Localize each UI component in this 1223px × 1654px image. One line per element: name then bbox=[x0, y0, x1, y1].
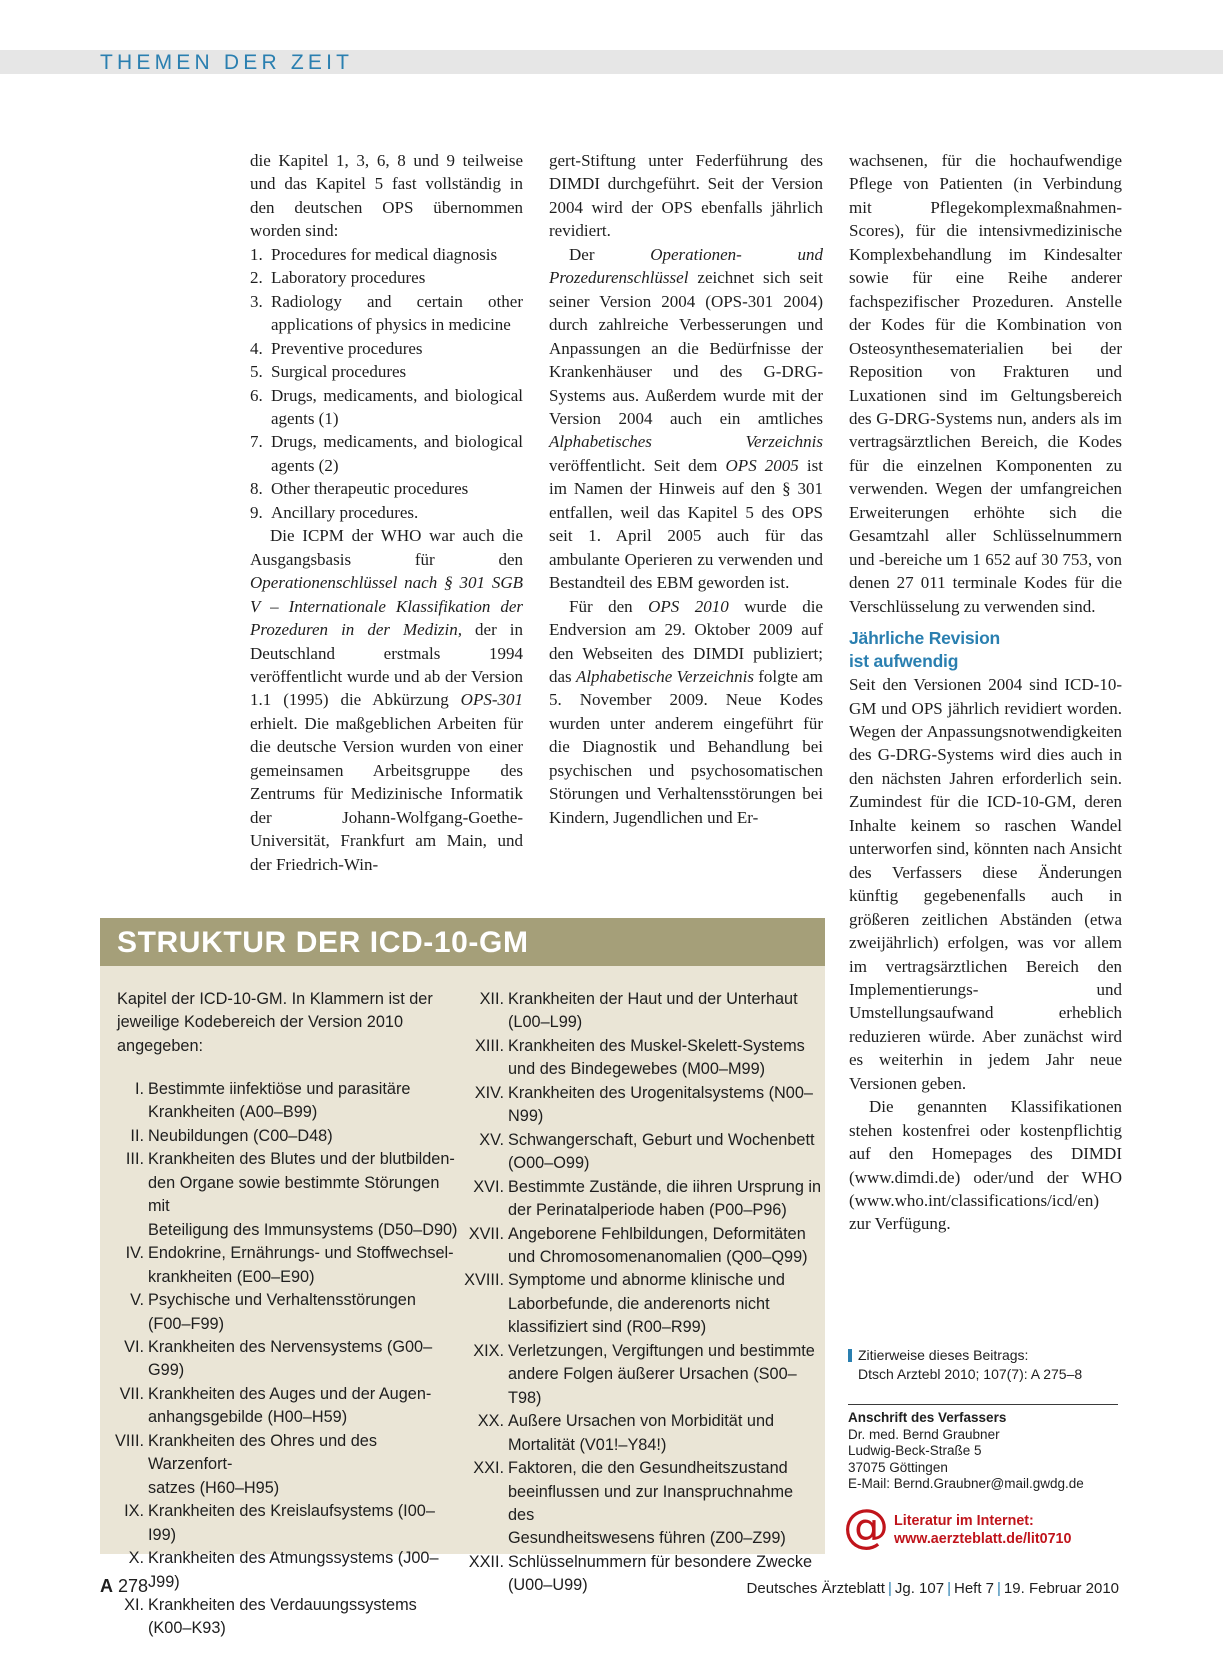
author-address bbox=[848, 1410, 1118, 1493]
chapter-number: XIII. bbox=[475, 1036, 504, 1055]
address-street: Ludwig-Beck-Straße 5 bbox=[848, 1443, 982, 1459]
citation-reference: Dtsch Arztebl 2010; 107(7): A 275–8 bbox=[858, 1365, 1083, 1382]
chapter-item bbox=[462, 1340, 822, 1410]
author-email[interactable]: E-Mail: Bernd.Graubner@mail.gwdg.de bbox=[848, 1476, 1084, 1492]
chapter-title: Schwangerschaft, Geburt und Wochenbett (O00–O99) bbox=[508, 1130, 815, 1173]
literature-link[interactable] bbox=[843, 1499, 1126, 1553]
chapter-title: Angeborene Fehlbildungen, Deformitäten und Chromosomenanomalien (Q00–Q99) bbox=[508, 1224, 808, 1266]
text-column-1 bbox=[250, 149, 523, 876]
chapter-number: V. bbox=[130, 1291, 144, 1310]
chapter-title: Faktoren, die den Gesundheitszustand beeinflussen und zur Inanspruchnahme des Gesundheitswesens führen (Z00–Z99) bbox=[508, 1459, 794, 1548]
paragraph: Seit den Versionen 2004 sind ICD-10-GM und OPS jährlich revidiert worden. Wegen der Anpassungsnotwendigkeiten des G-DRG-Systems wird dies auch in den nächsten Jahren erforderlich sein. Zumindest für die ICD-10-GM, deren Inhalte keinem so raschen Wandel unterworfen sind, könnten nach Ansicht des Verfassers diese Änderungen künftig gegebenenfalls auch in größeren zeitlichen Abständen (etwa zweijährlich) erfolgen, was vor allem im vertragsärztlichen Bereich den Implementierungs- und Umstellungsaufwand erheblich reduzieren würde. Aber zunächst wird es weiterhin in jedem Jahr neue Versionen geben. bbox=[849, 675, 1122, 1093]
chapter-title: Schlüsselnummern für besondere Zwecke (U00–U99) bbox=[508, 1552, 813, 1595]
chapter-number: II. bbox=[130, 1126, 144, 1145]
chapter-item bbox=[100, 1336, 460, 1383]
subheading: Jährliche Revision ist aufwendig bbox=[849, 628, 1001, 672]
chapter-item bbox=[100, 1078, 460, 1125]
list-item: 5. Surgical procedures bbox=[250, 362, 407, 382]
chapter-list-left bbox=[100, 1078, 460, 1641]
chapter-number: XX. bbox=[477, 1412, 504, 1431]
divider bbox=[848, 1404, 1118, 1405]
chapter-title: Krankheiten des Urogenitalsystems (N00–N99) bbox=[508, 1083, 813, 1126]
info-box-title: STRUKTUR DER ICD-10-GM bbox=[117, 926, 529, 959]
chapter-title: Krankheiten des Blutes und der blutbilden- den Organe sowie bestimmte Störungen mit Beteiligung des Immunsystems (D50–D90) bbox=[148, 1150, 458, 1239]
chapter-number: XIX. bbox=[473, 1341, 504, 1360]
citation-label: Zitierweise dieses Beitrags: bbox=[858, 1347, 1029, 1363]
chapter-item bbox=[462, 1129, 822, 1176]
chapter-title: Krankheiten des Nervensystems (G00–G99) bbox=[148, 1337, 433, 1380]
chapter-number: XVIII. bbox=[464, 1271, 504, 1290]
list-item: 8. Other therapeutic procedures bbox=[250, 479, 469, 499]
chapter-number: XII. bbox=[479, 990, 504, 1008]
chapter-item bbox=[462, 1269, 822, 1339]
journal-date: 19. Februar 2010 bbox=[1003, 1580, 1119, 1597]
chapter-number: VIII. bbox=[115, 1431, 144, 1450]
paragraph: Die genannten Klassifikationen stehen kostenfrei oder kostenpflichtig auf den Homepages des DIMDI (www.dimdi.de) oder/und der WHO (www.who.int/classifications/icd/en) zur Verfügung. bbox=[849, 1097, 1122, 1234]
paragraph: Die ICPM der WHO war auch die Ausgangsbasis für den Operationenschlüssel nach § 301 SGB V – Internationale Klassifikation der Prozeduren in der Medizin, der in Deutschland erstmals 1994 veröffentlicht wurde und ab der Version 1.1 (1995) die Abkürzung OPS-301 erhielt. Die maßgeblichen Arbeiten für die deutsche Version wurden von einer gemeinsamen Arbeitsgruppe des Zentrums für Medizinische Informatik der Johann-Wolfgang-Goethe-Universität, Frankfurt am Main, und der Friedrich-Win- bbox=[250, 526, 523, 874]
journal-footer: Deutsches Ärzteblatt | Jg. 107 | Heft 7 | 19. Februar 2010 bbox=[746, 1580, 1119, 1597]
journal-name: Deutsches Ärzteblatt bbox=[746, 1580, 885, 1597]
chapter-number: VI. bbox=[124, 1337, 144, 1356]
info-box-intro: Kapitel der ICD-10-GM. In Klammern ist der jeweilige Kodebereich der Version 2010 angegeben: bbox=[117, 990, 433, 1055]
chapter-title: Bestimmte iinfektiöse und parasitäre Krankheiten (A00–B99) bbox=[148, 1080, 411, 1122]
chapter-number: XI. bbox=[124, 1595, 144, 1614]
paragraph: die Kapitel 1, 3, 6, 8 und 9 teilweise und das Kapitel 5 fast vollständig in den deutschen OPS übernommen worden sind: bbox=[250, 151, 523, 241]
chapter-item bbox=[100, 1430, 460, 1500]
chapter-title: Krankheiten des Kreislaufsystems (I00–I99) bbox=[148, 1502, 435, 1544]
chapter-list-right bbox=[462, 988, 822, 1598]
section-label: THEMEN DER ZEIT bbox=[100, 51, 354, 74]
chapter-title: Bestimmte Zustände, die iihren Ursprung in der Perinatalperiode haben (P00–P96) bbox=[508, 1177, 822, 1220]
chapter-title: Verletzungen, Vergiftungen und bestimmte andere Folgen äußerer Ursachen (S00–T98) bbox=[508, 1341, 815, 1407]
list-item: 7. Drugs, medicaments, and biological agents (2) bbox=[250, 432, 523, 475]
chapter-item bbox=[462, 988, 822, 1035]
chapter-title: Krankheiten des Auges und der Augen- anhangsgebilde (H00–H59) bbox=[148, 1384, 432, 1427]
chapter-title: Außere Ursachen von Morbidität und Mortalität (V01!–Y84!) bbox=[508, 1412, 775, 1454]
chapter-number: XXI. bbox=[473, 1459, 504, 1478]
svg-text:@: @ bbox=[843, 1499, 889, 1553]
at-sign-icon bbox=[843, 1499, 889, 1553]
chapter-number: XV. bbox=[479, 1130, 504, 1149]
chapter-number: X. bbox=[128, 1549, 144, 1568]
chapter-item bbox=[462, 1223, 822, 1270]
info-box-header bbox=[100, 918, 825, 966]
chapter-item bbox=[462, 1410, 822, 1457]
chapter-item bbox=[462, 1035, 822, 1082]
chapter-number: I. bbox=[134, 1080, 144, 1098]
chapter-number: XVII. bbox=[468, 1224, 504, 1243]
chapter-title: Krankheiten des Verdauungssystems (K00–K93) bbox=[148, 1595, 417, 1638]
chapter-title: Endokrine, Ernährungs- und Stoffwechsel- krankheiten (E00–E90) bbox=[148, 1244, 454, 1286]
list-item: 6. Drugs, medicaments, and biological agents (1) bbox=[250, 385, 523, 428]
chapter-title: Krankheiten des Muskel-Skelett-Systems und des Bindegewebes (M00–M99) bbox=[508, 1036, 805, 1079]
chapter-title: Psychische und Verhaltensstörungen (F00–F99) bbox=[148, 1291, 416, 1333]
address-city: 37075 Göttingen bbox=[848, 1459, 948, 1475]
chapter-item bbox=[462, 1457, 822, 1551]
chapter-number: XVI. bbox=[473, 1177, 504, 1196]
chapter-number: III. bbox=[125, 1150, 144, 1169]
chapter-number: IX. bbox=[124, 1502, 144, 1521]
paragraph: wachsenen, für die hochaufwendige Pflege von Patienten (in Verbindung mit Pflegekomplexmaßnahmen-Scores), für die intensivmedizinische Komplexbehandlung im Kindesalter sowie für eine Reihe anderer fachspezifischer Prozeduren. Anstelle der Kodes für die Kombination von Osteosynthesematerialien bei der Reposition von Frakturen und Luxationen sind im Geltungsbereich des G-DRG-Systems nun, anders als im vertragsärztlichen Bereich, die Kodes für die einzelnen Komponenten zu verwenden. Wegen der umfangreichen Erweiterungen erhöhte sich die Gesamtzahl aller Schlüsselnummern und -bereiche um 1 652 auf 30 753, von denen 27 011 terminale Kodes für die Verschlüsselung zu verwenden sind. bbox=[849, 151, 1122, 616]
chapter-item bbox=[100, 1547, 460, 1594]
text-column-2 bbox=[549, 149, 823, 829]
citation-marker bbox=[848, 1349, 852, 1362]
list-item: 4. Preventive procedures bbox=[250, 338, 423, 358]
chapter-title: Krankheiten des Atmungssystems (J00–J99) bbox=[148, 1549, 439, 1591]
chapter-item bbox=[100, 1242, 460, 1289]
citation bbox=[848, 1346, 1118, 1383]
chapter-item bbox=[100, 1125, 460, 1148]
chapter-item bbox=[462, 1082, 822, 1129]
chapter-title: Krankheiten des Ohres und des Warzenfort- satzes (H60–H95) bbox=[148, 1431, 377, 1497]
list-item: 2. Laboratory procedures bbox=[250, 268, 426, 288]
author-name: Dr. med. Bernd Graubner bbox=[848, 1426, 1000, 1442]
paragraph: Der Operationen- und Prozedurenschlüssel zeichnet sich seit seiner Version 2004 (OPS-301 2004) durch zahlreiche Verbesserungen und Anpassungen an die Bedürfnisse der Krankenhäuser und des G-DRG-Systems aus. Außerdem wurde mit der Version 2004 auch ein amtliches Alphabetisches Verzeichnis veröffentlicht. Seit dem OPS 2005 ist im Namen der Hinweis auf den § 301 entfallen, weil das Kapitel 5 des OPS seit 1. April 2005 auch für das ambulante Operieren zu verwenden und Bestandteil des EBM geworden ist. bbox=[549, 244, 824, 593]
chapter-item bbox=[462, 1176, 822, 1223]
chapter-item bbox=[100, 1148, 460, 1242]
chapter-title: Neubildungen (C00–D48) bbox=[148, 1126, 333, 1145]
list-item: 9. Ancillary procedures. bbox=[250, 502, 419, 522]
literature-url[interactable]: www.aerzteblatt.de/lit0710 bbox=[894, 1531, 1072, 1547]
chapter-item bbox=[100, 1289, 460, 1336]
chapter-number: XIV. bbox=[474, 1083, 504, 1102]
page-number: A 278 bbox=[100, 1576, 149, 1596]
paragraph: gert-Stiftung unter Federführung des DIMDI durchgeführt. Seit der Version 2004 wird der OPS ebenfalls jährlich revidiert. bbox=[549, 151, 823, 241]
chapter-title: Symptome und abnorme klinische und Laborbefunde, die anderenorts nicht klassifiziert sind (R00–R99) bbox=[508, 1271, 785, 1337]
text-column-3 bbox=[849, 149, 1122, 1236]
chapter-item bbox=[100, 1594, 460, 1641]
list-item: 1. Procedures for medical diagnosis bbox=[250, 244, 498, 264]
list-item: 3. Radiology and certain other applications of physics in medicine bbox=[250, 291, 523, 335]
chapter-title: Krankheiten der Haut und der Unterhaut (L00–L99) bbox=[508, 990, 798, 1032]
journal-issue: Heft 7 bbox=[953, 1580, 995, 1597]
address-heading: Anschrift des Verfassers bbox=[848, 1410, 1007, 1425]
journal-volume: Jg. 107 bbox=[894, 1580, 945, 1597]
procedure-list bbox=[250, 243, 523, 524]
literature-label: Literatur im Internet: bbox=[894, 1513, 1034, 1529]
chapter-item bbox=[100, 1500, 460, 1547]
chapter-number: VII. bbox=[119, 1384, 144, 1403]
chapter-number: IV. bbox=[125, 1244, 144, 1263]
chapter-number: XXII. bbox=[468, 1552, 504, 1571]
chapter-item bbox=[100, 1383, 460, 1430]
paragraph: Für den OPS 2010 wurde die Endversion am 29. Oktober 2009 auf den Webseiten des DIMDI publiziert; das Alphabetische Verzeichnis folgte am 5. November 2009. Neue Kodes wurden unter anderem eingeführt für die Diagnostik und Behandlung bei psychischen und psychosomatischen Störungen und Verhaltensstörungen bei Kindern, Jugendlichen und Er- bbox=[549, 596, 823, 827]
